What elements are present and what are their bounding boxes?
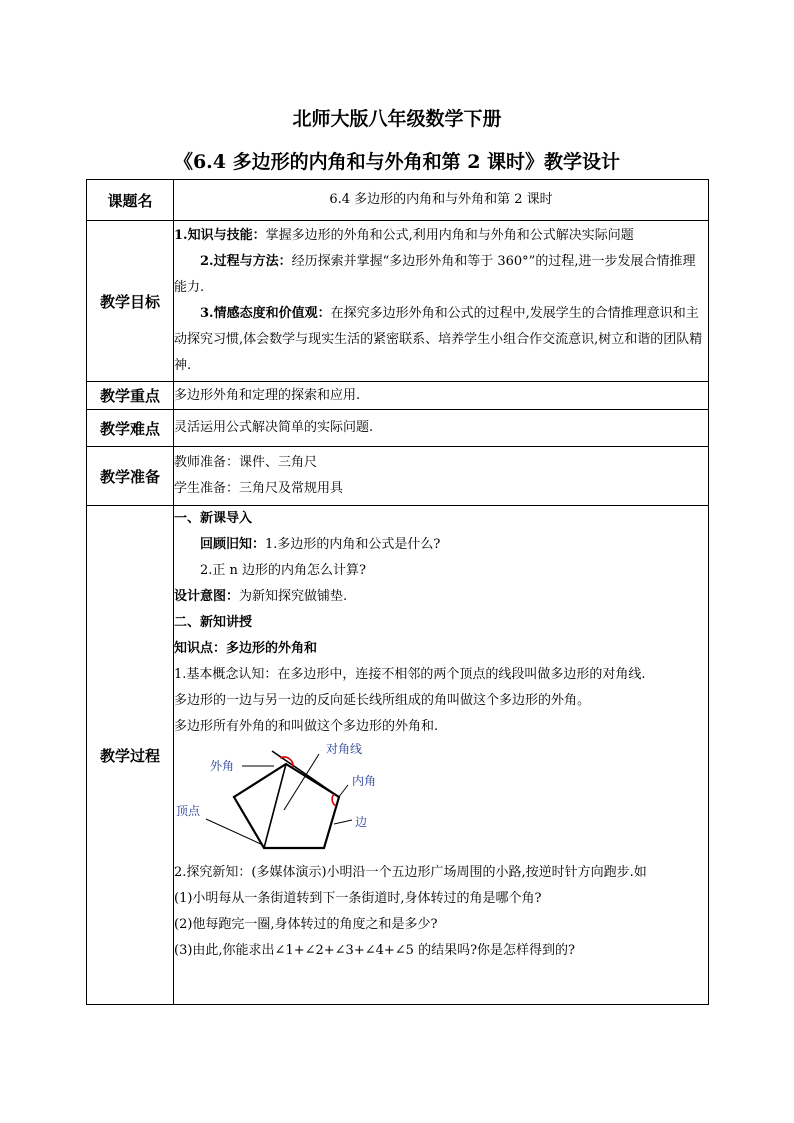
row-topic: [87, 180, 709, 221]
lesson-plan-table: [86, 179, 709, 1005]
goal-3-text: 在探究多边形外角和公式的过程中,发展学生的合情推理意识和主动探究习惯,体会数学与现实生活的紧密联系、培养学生小组合作交流意识,树立和谐的团队精神.: [174, 306, 703, 373]
document-title-line1: 北师大版八年级数学下册: [292, 108, 502, 130]
label-side: 边: [355, 815, 368, 829]
knowledge-point: [174, 636, 708, 662]
explore-intro: 2.探究新知：(多媒体演示)小明沿一个五边形广场周围的小路,按逆时针方向跑步.如: [174, 865, 647, 880]
goal-1-text: 掌握多边形的外角和公式,利用内角和与外角和公式解决实际问题: [265, 228, 634, 243]
row-difficulty: [87, 410, 709, 447]
label-goals: 教学目标: [87, 221, 174, 382]
section-1-text: 一、新课导入: [174, 511, 253, 526]
label-diagonal: 对角线: [326, 742, 363, 756]
difficulty-value: 灵活运用公式解决简单的实际问题.: [174, 410, 709, 447]
label-vertex: 顶点: [176, 804, 201, 818]
design-text: 为新知探究做铺垫.: [239, 589, 348, 604]
section-1-heading: [174, 506, 708, 532]
knowledge-point-text: 知识点：多边形的外角和: [174, 641, 318, 656]
goal-3: [174, 301, 708, 379]
concept-1: 1.基本概念认知：在多边形中，连接不相邻的两个顶点的线段叫做多边形的对角线.: [174, 667, 646, 682]
prep-content: [174, 447, 709, 506]
label-focus: 教学重点: [87, 382, 174, 410]
document-title-line2: 《6.4 多边形的内角和与外角和第 2 课时》教学设计: [173, 151, 621, 173]
prep-teacher: 教师准备：课件、三角尺: [174, 455, 318, 470]
concept-3: 多边形所有外角的和叫做这个多边形的外角和.: [174, 719, 439, 734]
interior-pointer: [338, 785, 348, 798]
design-head: 设计意图：: [174, 589, 240, 604]
goal-2: [174, 249, 708, 301]
label-exterior-angle: 外角: [210, 759, 235, 773]
review-head: 回顾旧知：: [200, 537, 266, 552]
topic-value: 6.4 多边形的内角和与外角和第 2 课时: [174, 180, 709, 221]
focus-value: 多边形外角和定理的探索和应用.: [174, 382, 709, 410]
goal-2-head: 2.过程与方法：: [200, 254, 292, 269]
goal-1-head: 1.知识与技能：: [174, 228, 266, 243]
review-q2: 2.正 n 边形的内角怎么计算?: [200, 563, 367, 578]
side-pointer: [334, 820, 352, 824]
row-process: [87, 506, 709, 1005]
label-topic: 课题名: [87, 180, 174, 221]
label-process: 教学过程: [87, 506, 174, 1005]
section-2-heading: [174, 610, 708, 636]
goal-2-text: 经历探索并掌握“多边形外角和等于 360°”的过程,进一步发展合情推理能力.: [174, 254, 696, 295]
row-focus: [87, 382, 709, 410]
section-2-text: 二、新知讲授: [174, 615, 253, 630]
question-1: (1)小明每从一条街道转到下一条街道时,身体转过的角是哪个角?: [174, 891, 542, 906]
review-q1: [174, 532, 708, 558]
row-goals: [87, 221, 709, 382]
pentagon-diagram: [174, 742, 414, 858]
label-prep: 教学准备: [87, 447, 174, 506]
label-difficulty: 教学难点: [87, 410, 174, 447]
design-intent: [174, 584, 708, 610]
goal-1: [174, 223, 708, 249]
goal-3-head: 3.情感态度和价值观：: [200, 306, 331, 321]
prep-student: 学生准备：三角尺及常规用具: [174, 481, 344, 496]
goals-content: [174, 221, 709, 382]
label-interior-angle: 内角: [352, 774, 377, 788]
question-2: (2)他每跑完一圈,身体转过的角度之和是多少?: [174, 917, 438, 932]
review-q1-text: 1.多边形的内角和公式是什么?: [265, 537, 441, 552]
row-prep: [87, 447, 709, 506]
question-3: (3)由此,你能求出∠1+∠2+∠3+∠4+∠5 的结果吗?你是怎样得到的?: [174, 943, 576, 958]
process-content: [174, 506, 709, 1005]
concept-2: 多边形的一边与另一边的反向延长线所组成的角叫做这个多边形的外角。: [174, 693, 591, 708]
